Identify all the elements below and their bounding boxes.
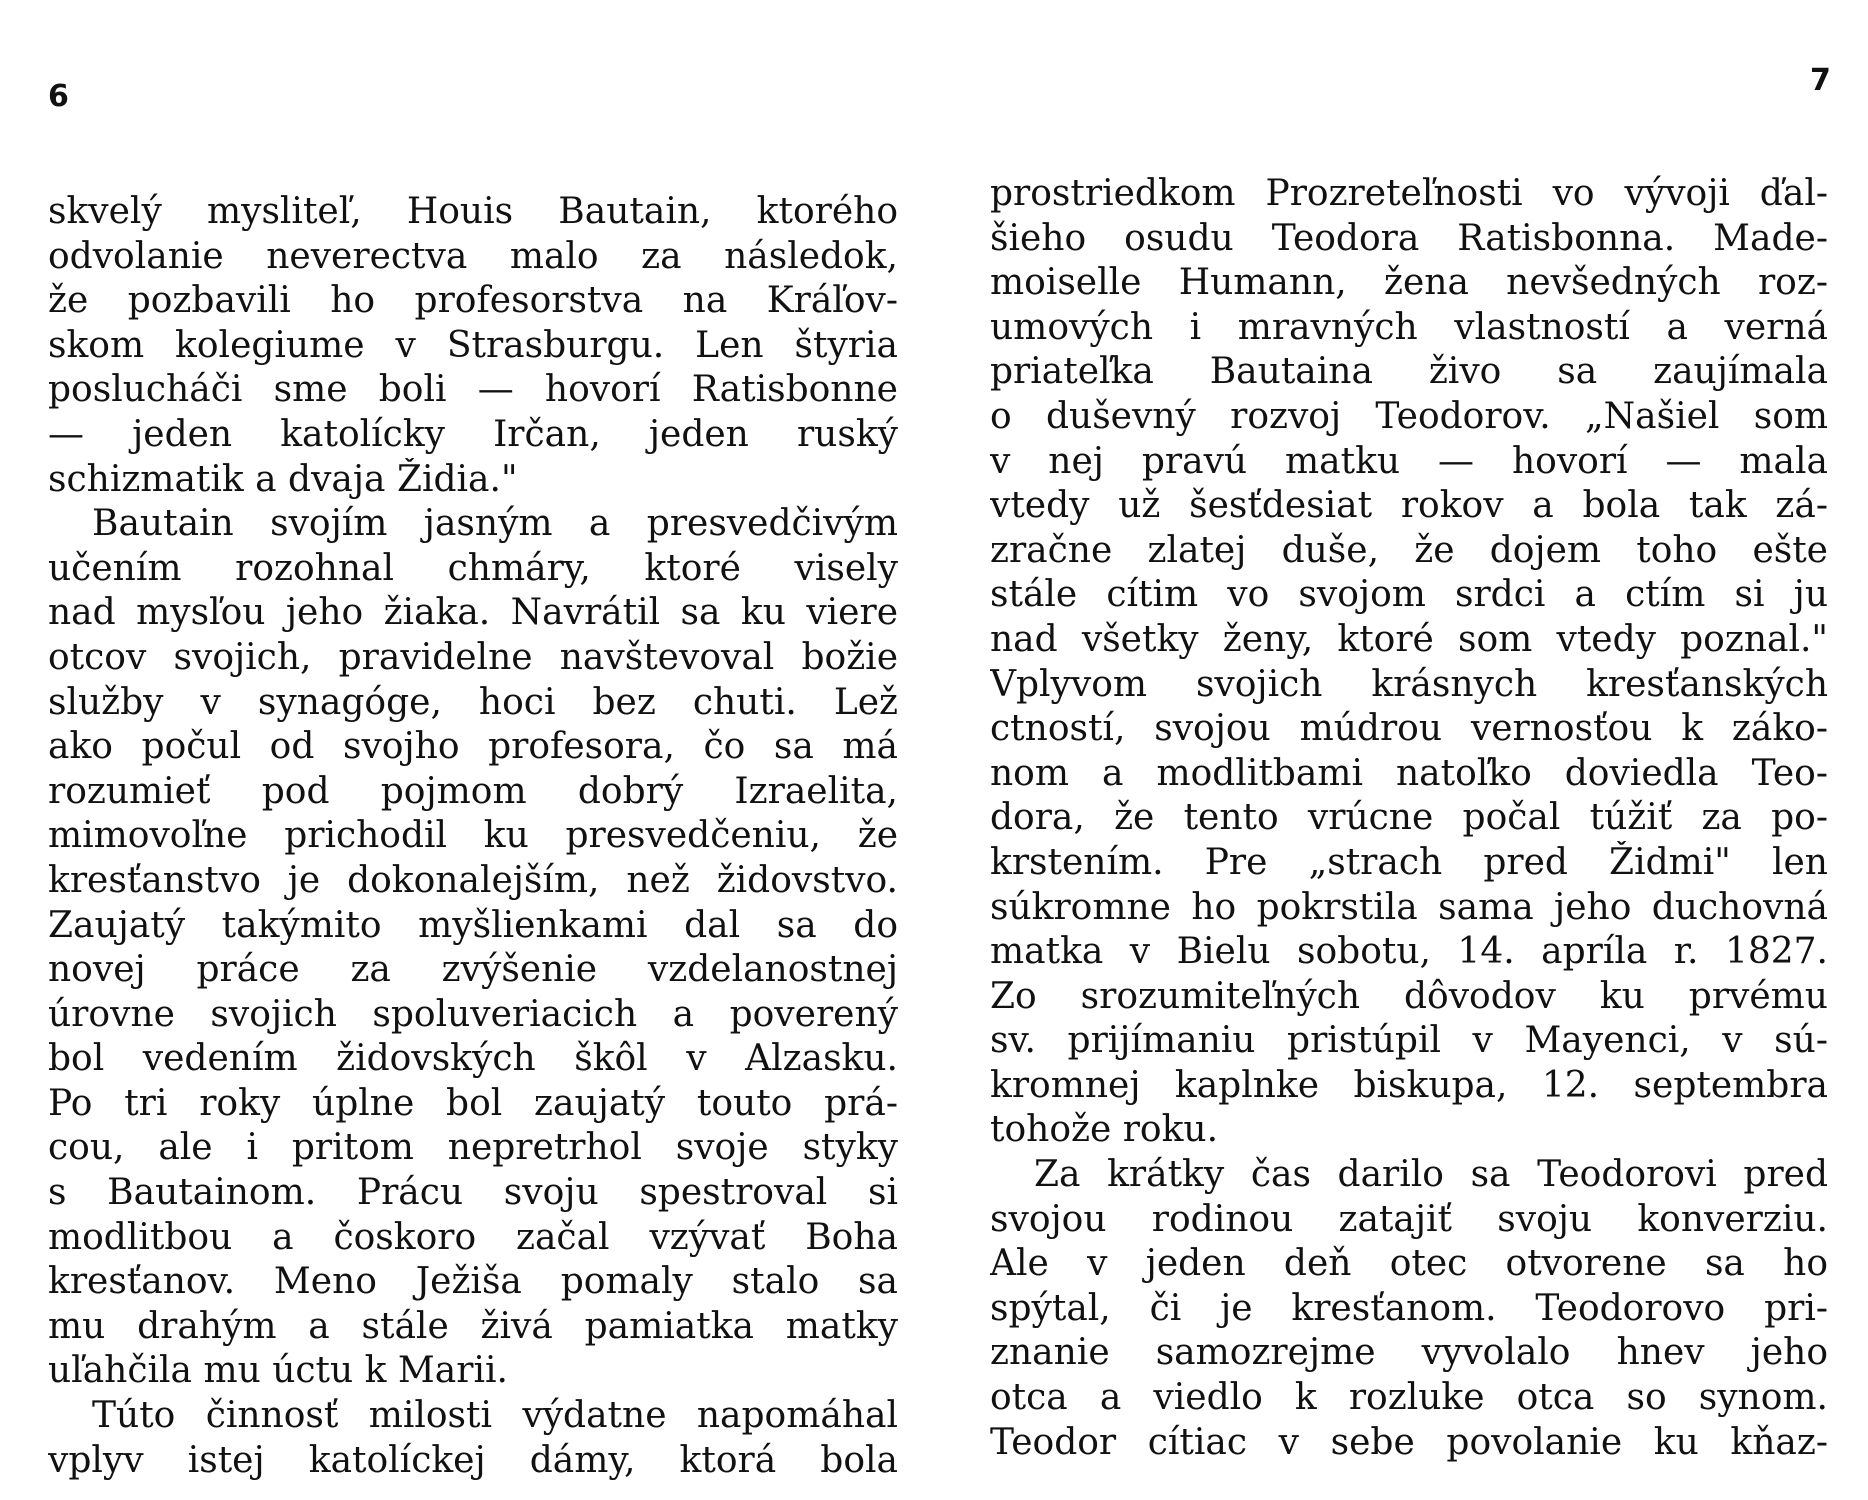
page-number-right: 7	[1810, 63, 1831, 98]
right-page-text	[990, 172, 1828, 1465]
text-line: mu drahým a stále živá pamiatka matky	[48, 1305, 898, 1347]
text-line: nom a modlitbami natoľko doviedla Teo-	[990, 752, 1828, 794]
text-line: s Bautainom. Prácu svoju spestroval si	[48, 1172, 898, 1214]
text-line: krstením. Pre „strach pred Židmi" len	[990, 841, 1828, 883]
text-line: ako počul od svojho profesora, čo sa má	[48, 726, 898, 768]
text-line: stále cítim vo svojom srdci a ctím si ju	[990, 574, 1828, 616]
text-line: Zo srozumiteľných dôvodov ku prvému	[990, 975, 1828, 1017]
text-line: poslucháči sme boli — hovorí Ratisbonne	[48, 369, 898, 411]
text-line: vplyv istej katolíckej dámy, ktorá bola	[48, 1439, 898, 1481]
text-line: bol vedením židovských škôl v Alzasku.	[48, 1038, 898, 1080]
text-line: nad všetky ženy, ktoré som vtedy poznal."	[990, 618, 1828, 660]
text-line: rozumieť pod pojmom dobrý Izraelita,	[48, 770, 898, 812]
text-line: svojou rodinou zatajiť svoju konverziu.	[990, 1198, 1828, 1240]
text-line: znanie samozrejme vyvolalo hnev jeho	[990, 1332, 1828, 1374]
page-number-left: 6	[48, 79, 69, 114]
text-line: novej práce za zvýšenie vzdelanostnej	[48, 949, 898, 991]
text-line: spýtal, či je kresťanom. Teodorovo pri-	[990, 1287, 1828, 1329]
text-line: umových i mravných vlastností a verná	[990, 306, 1828, 348]
text-line: skom kolegiume v Strasburgu. Len štyria	[48, 324, 898, 366]
text-line: mimovoľne prichodil ku presvedčeniu, že	[48, 815, 898, 857]
text-line: priateľka Bautaina živo sa zaujímala	[990, 351, 1828, 393]
text-line: skvelý mysliteľ, Houis Bautain, ktorého	[48, 191, 898, 232]
text-line: tohože roku.	[990, 1109, 1219, 1151]
text-line: prostriedkom Prozreteľnosti vo vývoji ďal-	[990, 173, 1828, 214]
text-line: Ale v jeden deň otec otvorene sa ho	[990, 1243, 1828, 1285]
text-line: otca a viedlo k rozluke otca so synom.	[990, 1377, 1828, 1419]
text-line: kromnej kaplnke biskupa, 12. septembra	[990, 1064, 1828, 1106]
text-line: Vplyvom svojich krásnych kresťanských	[990, 663, 1828, 705]
text-line: že pozbavili ho profesorstva na Kráľov-	[48, 280, 898, 322]
text-line: Teodor cítiac v sebe povolanie ku kňaz-	[990, 1421, 1828, 1463]
text-line: uľahčila mu úctu k Marii.	[48, 1350, 508, 1392]
text-line: moiselle Humann, žena nevšedných roz-	[990, 262, 1828, 304]
text-line: Zaujatý takýmito myšlienkami dal sa do	[48, 904, 898, 946]
text-line: matka v Bielu sobotu, 14. apríla r. 1827.	[990, 931, 1828, 973]
text-line: vtedy už šesťdesiat rokov a bola tak zá-	[990, 485, 1828, 527]
text-line: úrovne svojich spoluveriacich a poverený	[48, 993, 898, 1035]
text-line: sv. prijímaniu pristúpil v Mayenci, v sú-	[990, 1020, 1828, 1062]
text-line: modlitbou a čoskoro začal vzývať Boha	[48, 1216, 898, 1258]
text-line: cou, ale i pritom nepretrhol svoje styky	[48, 1127, 898, 1169]
text-line: schizmatik a dvaja Židia."	[48, 458, 518, 500]
text-line: odvolanie neverectva malo za následok,	[48, 235, 898, 277]
text-line: Bautain svojím jasným a presvedčivým	[92, 503, 898, 545]
text-line: nad mysľou jeho žiaka. Navrátil sa ku viere	[48, 592, 898, 634]
text-line: zračne zlatej duše, že dojem toho ešte	[990, 529, 1828, 571]
text-line: ctností, svojou múdrou vernosťou k záko-	[990, 708, 1828, 750]
text-line: súkromne ho pokrstila sama jeho duchovná	[990, 886, 1828, 928]
text-line: dora, že tento vrúcne počal túžiť za po-	[990, 797, 1828, 839]
text-line: Za krátky čas darilo sa Teodorovi pred	[1034, 1154, 1828, 1196]
text-line: učením rozohnal chmáry, ktoré visely	[48, 547, 898, 589]
text-line: kresťanstvo je dokonalejším, než židovstvo.	[48, 859, 898, 901]
text-line: kresťanov. Meno Ježiša pomaly stalo sa	[48, 1261, 898, 1303]
text-line: služby v synagóge, hoci bez chuti. Lež	[48, 681, 898, 723]
text-line: šieho osudu Teodora Ratisbonna. Made-	[990, 217, 1828, 259]
left-page-text	[48, 190, 898, 1483]
text-line: Túto činnosť milosti výdatne napomáhal	[92, 1395, 898, 1437]
text-line: Po tri roky úplne bol zaujatý touto prá-	[48, 1082, 898, 1124]
text-line: — jeden katolícky Irčan, jeden ruský	[48, 413, 898, 455]
text-line: o duševný rozvoj Teodorov. „Našiel som	[990, 395, 1828, 437]
text-line: v nej pravú matku — hovorí — mala	[990, 440, 1828, 482]
text-line: otcov svojich, pravidelne navštevoval božie	[48, 636, 898, 678]
